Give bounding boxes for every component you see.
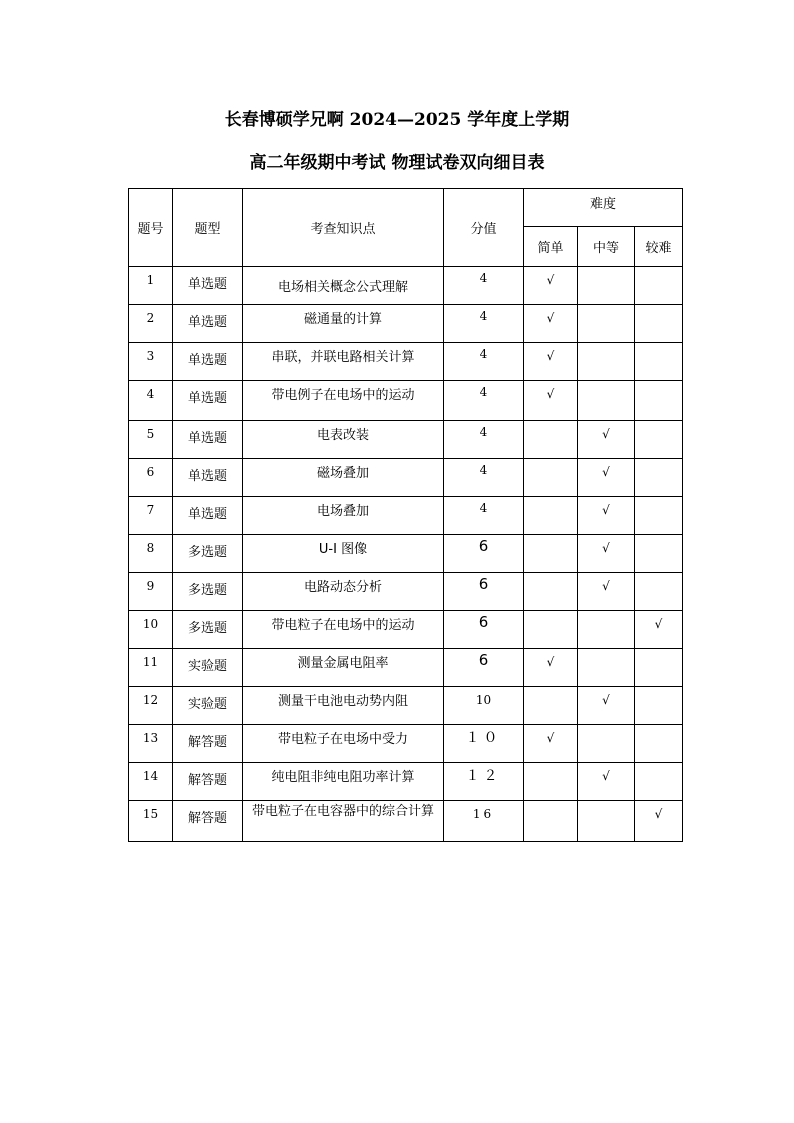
cell-medium-check — [578, 611, 635, 649]
cell-easy-check — [524, 611, 578, 649]
cell-topic: 电路动态分析 — [243, 573, 444, 611]
cell-hard-check — [635, 649, 683, 687]
cell-hard-check: √ — [635, 611, 683, 649]
cell-medium-check — [578, 305, 635, 343]
cell-score: 4 — [444, 381, 524, 421]
cell-hard-check — [635, 497, 683, 535]
cell-medium-check: √ — [578, 535, 635, 573]
cell-number: 10 — [129, 611, 173, 649]
cell-number: 5 — [129, 421, 173, 459]
header-score: 分值 — [444, 189, 524, 267]
header-type: 题型 — [173, 189, 243, 267]
cell-score: 4 — [444, 343, 524, 381]
table-row — [129, 535, 683, 573]
cell-medium-check: √ — [578, 497, 635, 535]
header-easy: 简单 — [524, 227, 578, 267]
cell-hard-check — [635, 267, 683, 305]
cell-easy-check — [524, 421, 578, 459]
cell-type: 解答题 — [173, 725, 243, 763]
cell-topic: 纯电阻非纯电阻功率计算 — [243, 763, 444, 801]
cell-score: 16 — [444, 801, 524, 842]
cell-easy-check: √ — [524, 381, 578, 421]
table-row — [129, 611, 683, 649]
cell-medium-check — [578, 343, 635, 381]
cell-hard-check — [635, 459, 683, 497]
cell-easy-check: √ — [524, 725, 578, 763]
document-subtitle: 高二年级期中考试 物理试卷双向细目表 — [249, 153, 545, 173]
cell-type: 解答题 — [173, 763, 243, 801]
cell-medium-check: √ — [578, 421, 635, 459]
cell-topic: 磁通量的计算 — [243, 305, 444, 343]
cell-score: 4 — [444, 421, 524, 459]
cell-easy-check: √ — [524, 305, 578, 343]
cell-topic: 测量金属电阻率 — [243, 649, 444, 687]
cell-easy-check: √ — [524, 649, 578, 687]
table-row — [129, 421, 683, 459]
cell-number: 15 — [129, 801, 173, 842]
table-row — [129, 801, 683, 842]
cell-number: 4 — [129, 381, 173, 421]
cell-number: 12 — [129, 687, 173, 725]
table-row — [129, 763, 683, 801]
cell-number: 2 — [129, 305, 173, 343]
table-row — [129, 381, 683, 421]
cell-number: 7 — [129, 497, 173, 535]
table-row — [129, 725, 683, 763]
cell-easy-check — [524, 573, 578, 611]
cell-score: 6 — [444, 535, 524, 573]
cell-type: 多选题 — [173, 535, 243, 573]
cell-number: 9 — [129, 573, 173, 611]
cell-medium-check — [578, 381, 635, 421]
cell-topic: 带电粒子在电场中受力 — [243, 725, 444, 763]
cell-easy-check — [524, 763, 578, 801]
cell-hard-check — [635, 421, 683, 459]
cell-hard-check — [635, 573, 683, 611]
cell-topic: 电场叠加 — [243, 497, 444, 535]
cell-hard-check — [635, 763, 683, 801]
cell-type: 单选题 — [173, 305, 243, 343]
cell-hard-check — [635, 687, 683, 725]
cell-hard-check — [635, 305, 683, 343]
cell-medium-check — [578, 801, 635, 842]
cell-score: 4 — [444, 497, 524, 535]
cell-type: 多选题 — [173, 573, 243, 611]
cell-type: 单选题 — [173, 459, 243, 497]
header-hard: 较难 — [635, 227, 683, 267]
cell-score: 10 — [444, 687, 524, 725]
cell-number: 13 — [129, 725, 173, 763]
cell-hard-check: √ — [635, 801, 683, 842]
cell-number: 6 — [129, 459, 173, 497]
cell-easy-check — [524, 497, 578, 535]
cell-medium-check — [578, 649, 635, 687]
cell-topic: 电表改装 — [243, 421, 444, 459]
table-row — [129, 343, 683, 381]
cell-score: 6 — [444, 573, 524, 611]
cell-number: 11 — [129, 649, 173, 687]
cell-type: 单选题 — [173, 497, 243, 535]
cell-easy-check — [524, 459, 578, 497]
cell-topic: 带电例子在电场中的运动 — [243, 381, 444, 421]
cell-medium-check: √ — [578, 687, 635, 725]
cell-score: 4 — [444, 459, 524, 497]
cell-medium-check: √ — [578, 763, 635, 801]
header-topic: 考查知识点 — [243, 189, 444, 267]
table-row — [129, 459, 683, 497]
cell-easy-check — [524, 801, 578, 842]
cell-type: 实验题 — [173, 649, 243, 687]
cell-easy-check — [524, 687, 578, 725]
cell-type: 单选题 — [173, 343, 243, 381]
cell-number: 1 — [129, 267, 173, 305]
cell-type: 实验题 — [173, 687, 243, 725]
cell-type: 单选题 — [173, 381, 243, 421]
cell-easy-check — [524, 535, 578, 573]
cell-hard-check — [635, 725, 683, 763]
header-medium: 中等 — [578, 227, 635, 267]
table-row — [129, 305, 683, 343]
document-title: 长春博硕学兄啊 2024—2025 学年度上学期 — [224, 110, 570, 130]
cell-number: 3 — [129, 343, 173, 381]
table-row — [129, 497, 683, 535]
exam-detail-table — [128, 188, 683, 842]
cell-topic: U-I 图像 — [243, 535, 444, 573]
cell-topic: 磁场叠加 — [243, 459, 444, 497]
header-difficulty: 难度 — [524, 189, 683, 227]
table-row — [129, 687, 683, 725]
cell-medium-check: √ — [578, 573, 635, 611]
cell-topic: 带电粒子在电容器中的综合计算 — [243, 801, 444, 842]
cell-hard-check — [635, 381, 683, 421]
cell-hard-check — [635, 535, 683, 573]
cell-score: １０ — [444, 725, 524, 763]
cell-topic: 电场相关概念公式理解 — [243, 267, 444, 305]
cell-number: 14 — [129, 763, 173, 801]
table-row — [129, 573, 683, 611]
table-row — [129, 649, 683, 687]
cell-type: 解答题 — [173, 801, 243, 842]
cell-easy-check: √ — [524, 343, 578, 381]
cell-score: 6 — [444, 649, 524, 687]
cell-number: 8 — [129, 535, 173, 573]
cell-medium-check — [578, 267, 635, 305]
cell-score: 6 — [444, 611, 524, 649]
cell-topic: 串联，并联电路相关计算 — [243, 343, 444, 381]
cell-medium-check: √ — [578, 459, 635, 497]
cell-easy-check: √ — [524, 267, 578, 305]
cell-score: 4 — [444, 267, 524, 305]
cell-medium-check — [578, 725, 635, 763]
cell-type: 单选题 — [173, 421, 243, 459]
cell-type: 单选题 — [173, 267, 243, 305]
cell-hard-check — [635, 343, 683, 381]
cell-topic: 带电粒子在电场中的运动 — [243, 611, 444, 649]
header-number: 题号 — [129, 189, 173, 267]
cell-score: 4 — [444, 305, 524, 343]
cell-score: １２ — [444, 763, 524, 801]
cell-topic: 测量干电池电动势内阻 — [243, 687, 444, 725]
cell-type: 多选题 — [173, 611, 243, 649]
table-row — [129, 267, 683, 305]
